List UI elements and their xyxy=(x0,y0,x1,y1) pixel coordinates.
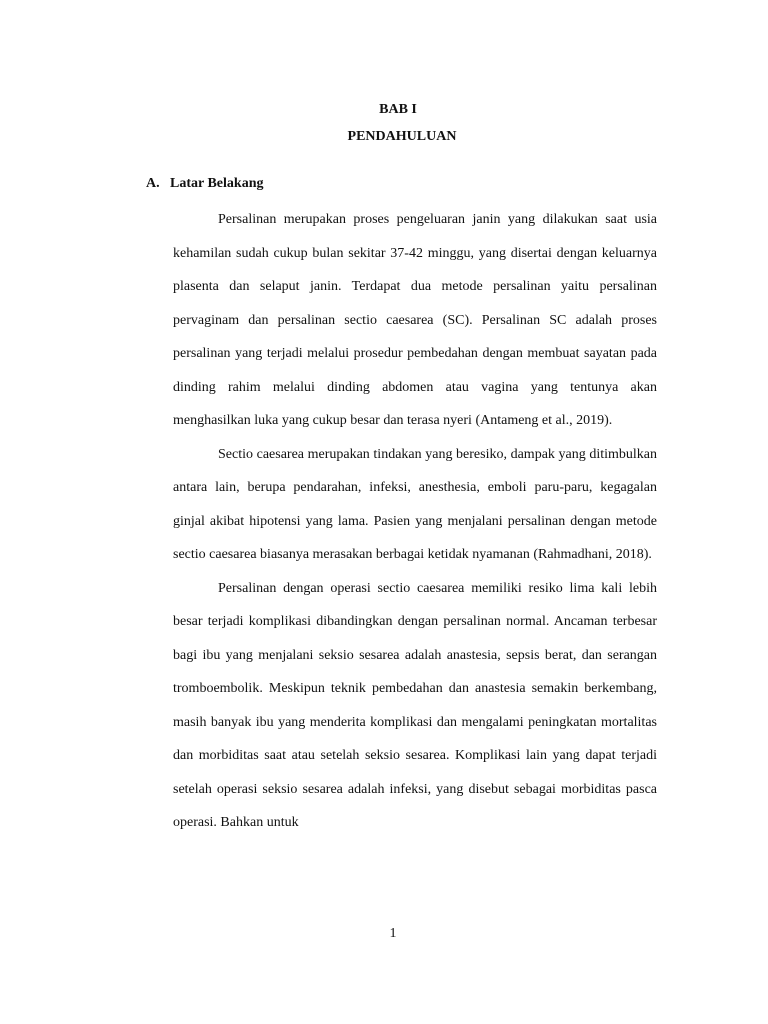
paragraph-3: Persalinan dengan operasi sectio caesarea memiliki resiko lima kali lebih besar terjadi komplikasi dibandingkan dengan persalinan normal. Ancaman terbesar bagi ibu yang menjalani seksio sesarea adalah anastesia, sepsis berat, dan serangan tromboembolik. Meskipun teknik pembedahan dan anastesia semakin berkembang, masih banyak ibu yang menderita komplikasi dan mengalami peningkatan mortalitas dan morbiditas saat atau setelah seksio sesarea. Komplikasi lain yang dapat terjadi setelah operasi seksio sesarea adalah infeksi, yang disebut sebagai morbiditas pasca operasi. Bahkan untuk xyxy=(173,580,657,830)
paragraph-1: Persalinan merupakan proses pengeluaran janin yang dilakukan saat usia kehamilan sudah cukup bulan sekitar 37-42 minggu, yang disertai dengan keluarnya plasenta dan selaput janin. Terdapat dua metode persalinan yaitu persalinan pervaginam dan persalinan sectio caesarea (SC). Persalinan SC adalah proses persalinan yang terjadi melalui prosedur pembedahan dengan membuat sayatan pada dinding rahim melalui dinding abdomen atau vagina yang tentunya akan menghasilkan luka yang cukup besar dan terasa nyeri (Antameng et al., 2019). xyxy=(173,212,657,428)
section-title: Latar Belakang xyxy=(170,176,264,191)
chapter-title: PENDAHULUAN xyxy=(347,129,457,144)
body-text xyxy=(173,203,657,840)
section-heading xyxy=(146,175,263,193)
section-marker: A. xyxy=(146,176,160,191)
paragraph-2: Sectio caesarea merupakan tindakan yang beresiko, dampak yang ditimbulkan antara lain, berupa pendarahan, infeksi, anesthesia, emboli paru-paru, kegagalan ginjal akibat hipotensi yang lama. Pasien yang menjalani persalinan dengan metode sectio caesarea biasanya merasakan berbagai ketidak nyamanan (Rahmadhani, 2018). xyxy=(173,446,657,562)
chapter-number: BAB I xyxy=(379,102,417,117)
page-number: 1 xyxy=(389,926,397,941)
